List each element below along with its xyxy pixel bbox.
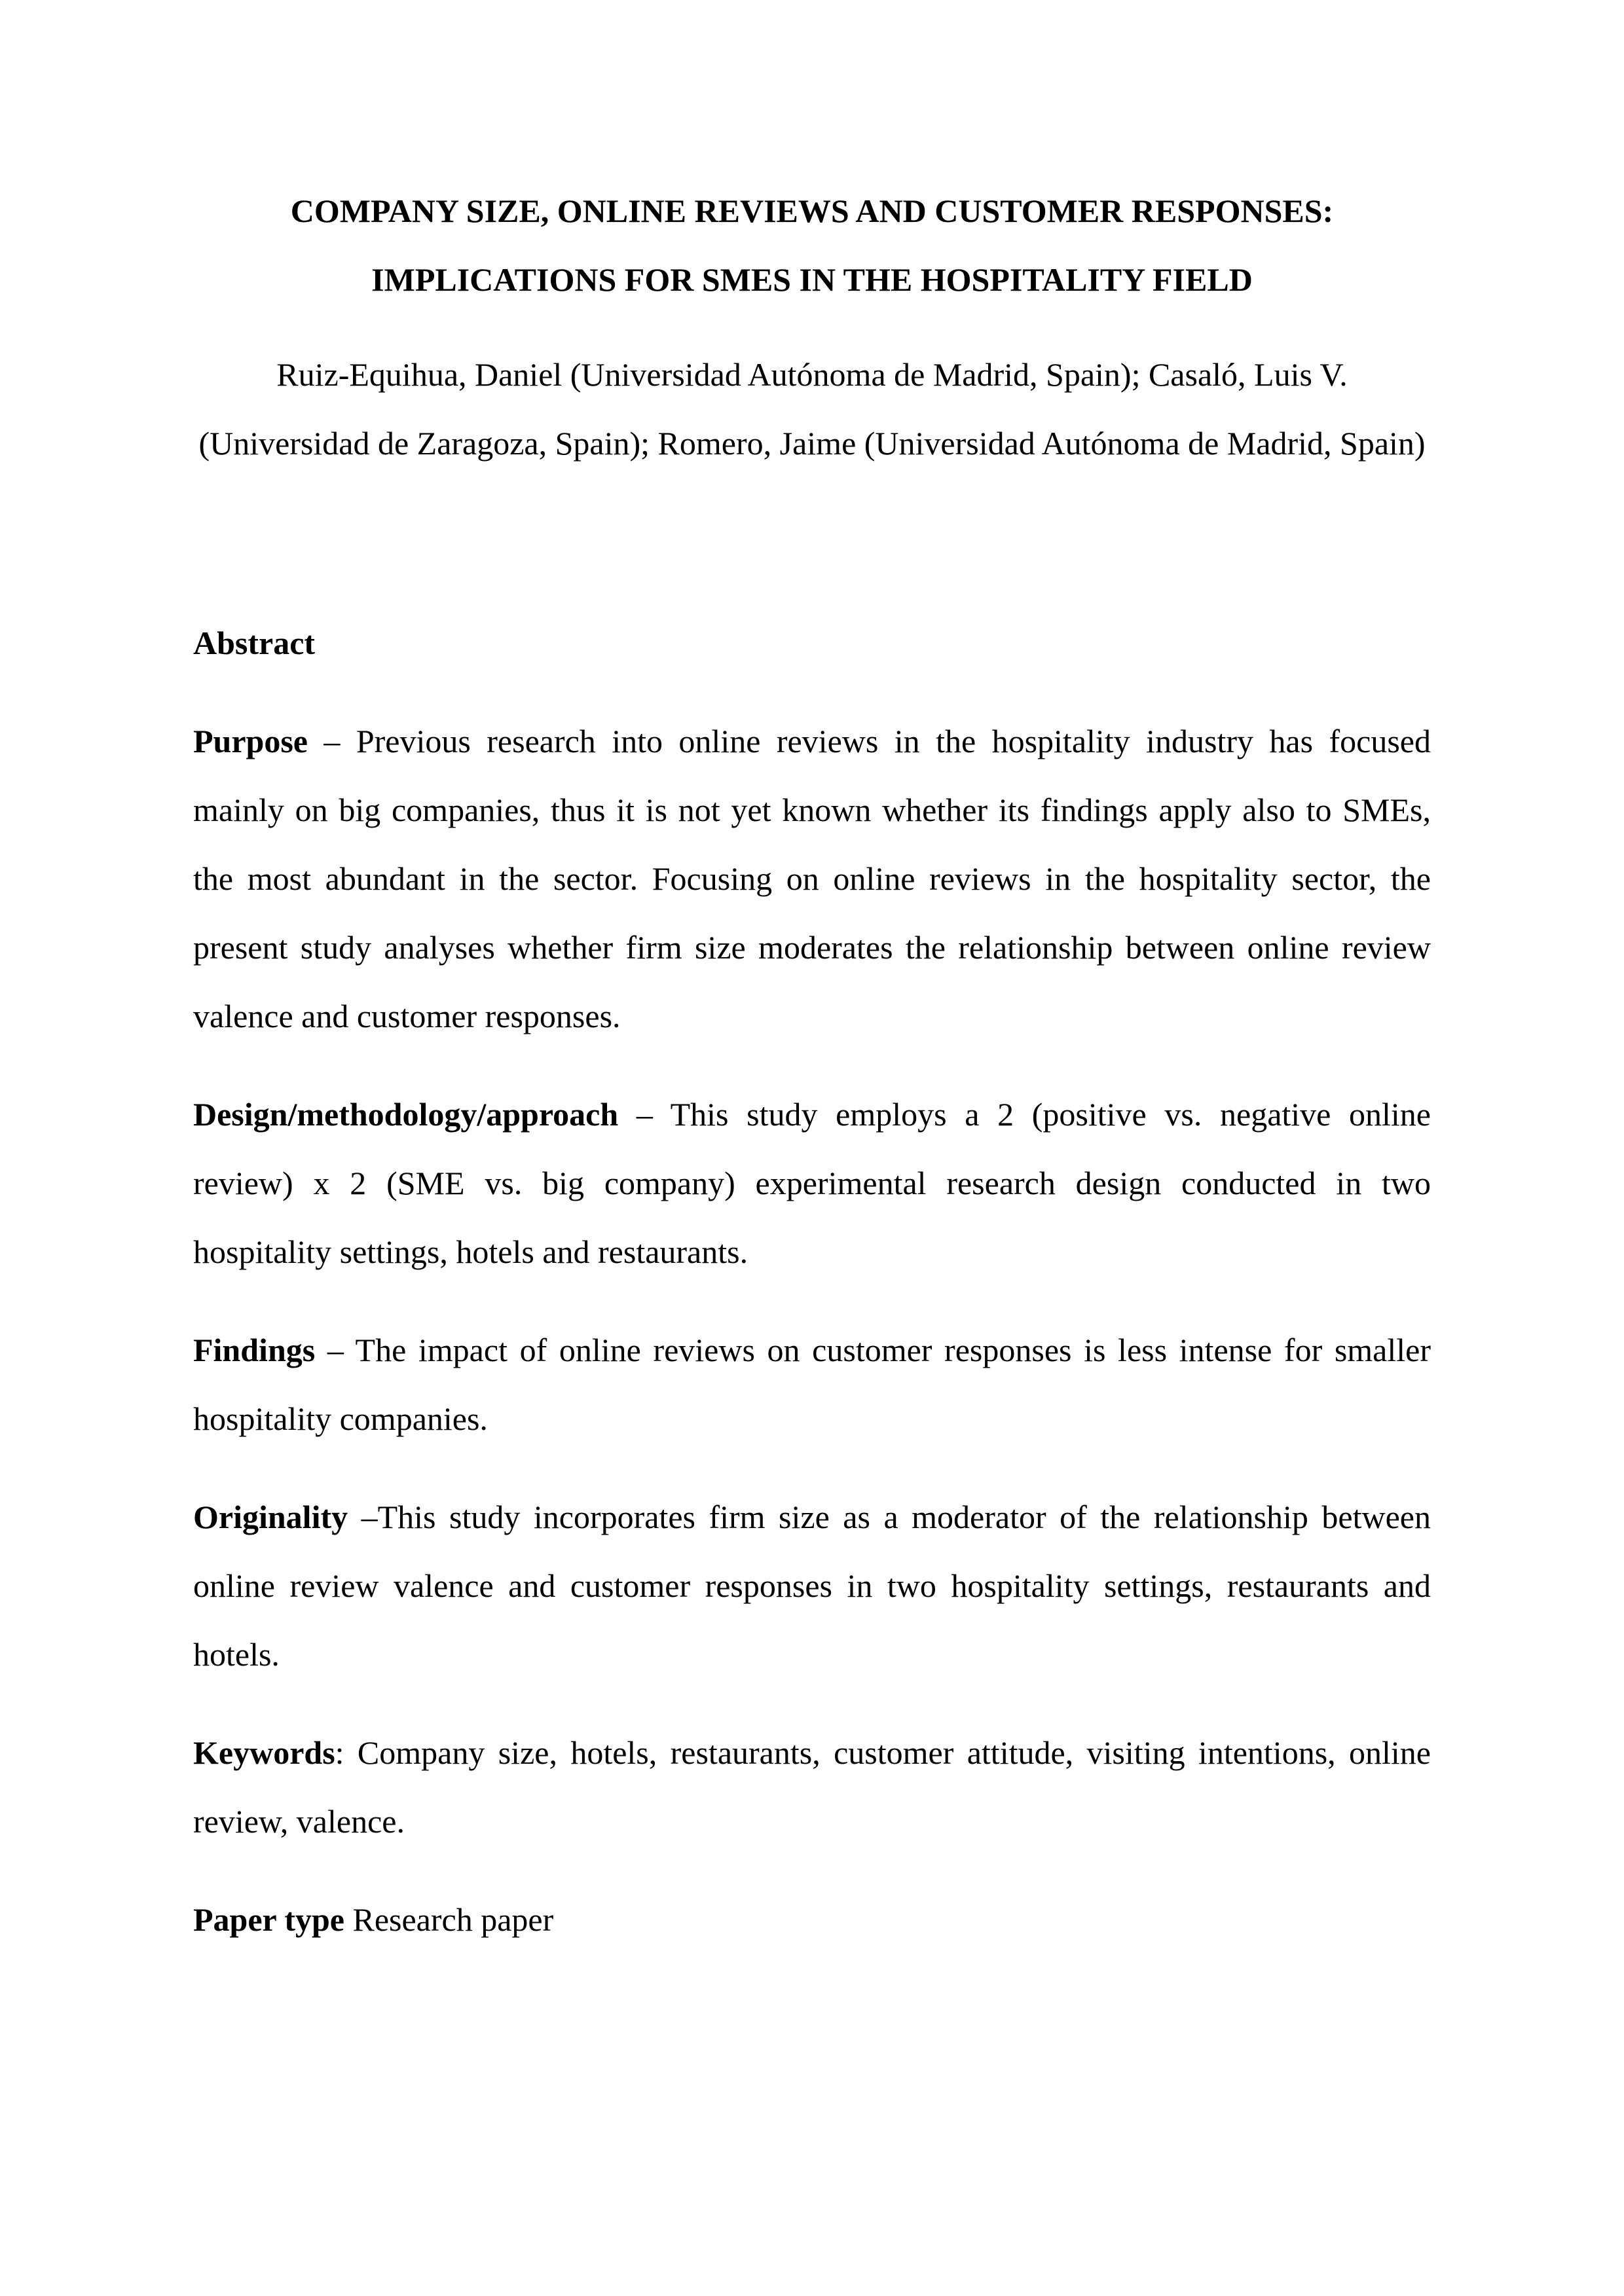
paper-title-line-1: COMPANY SIZE, ONLINE REVIEWS AND CUSTOMER RESPONSES: (290, 192, 1334, 229)
paragraph-findings-label: Findings (193, 1332, 316, 1368)
paper-title (193, 177, 1431, 314)
paragraph-findings-text: – The impact of online reviews on customer responses is less intense for smaller hospitality companies. (193, 1332, 1431, 1437)
paragraph-design-methodology-approach (193, 1080, 1431, 1286)
paragraph-design-text: – This study employs a 2 (positive vs. negative online review) x 2 (SME vs. big company) experimental research design conducted in two hospitality settings, hotels and restaurants. (193, 1096, 1431, 1270)
paragraph-paper-type (193, 1886, 1431, 1954)
paragraph-purpose-label: Purpose (193, 723, 308, 759)
paragraph-keywords-label: Keywords (193, 1734, 335, 1771)
paragraph-paper-type-text: Research paper (344, 1901, 554, 1938)
paragraph-keywords (193, 1719, 1431, 1856)
paper-authors: Ruiz-Equihua, Daniel (Universidad Autónoma de Madrid, Spain); Casaló, Luis V. (Universidad de Zaragoza, Spain); Romero, Jaime (Universidad Autónoma de Madrid, Spain) (198, 356, 1426, 462)
paragraph-purpose-text: – Previous research into online reviews in the hospitality industry has focused mainly on big companies, thus it is not yet known whether its findings apply also to SMEs, the most abundant in the sector. Focusing on online reviews in the hospitality sector, the present study analyses whether firm size moderates the relationship between online review valence and customer responses. (193, 723, 1431, 1034)
paragraph-originality-label: Originality (193, 1499, 348, 1535)
paragraph-originality-text: –This study incorporates firm size as a moderator of the relationship between online review valence and customer responses in two hospitality settings, restaurants and hotels. (193, 1499, 1431, 1673)
paragraph-paper-type-label: Paper type (193, 1901, 344, 1938)
paragraph-design-label: Design/methodology/approach (193, 1096, 619, 1133)
paragraph-originality (193, 1483, 1431, 1689)
paragraph-findings (193, 1316, 1431, 1453)
paper-title-line-2: IMPLICATIONS FOR SMES IN THE HOSPITALITY FIELD (371, 261, 1253, 298)
paragraph-keywords-text: : Company size, hotels, restaurants, customer attitude, visiting intentions, online review, valence. (193, 1734, 1431, 1840)
abstract-heading: Abstract (193, 625, 316, 661)
paragraph-purpose (193, 707, 1431, 1051)
